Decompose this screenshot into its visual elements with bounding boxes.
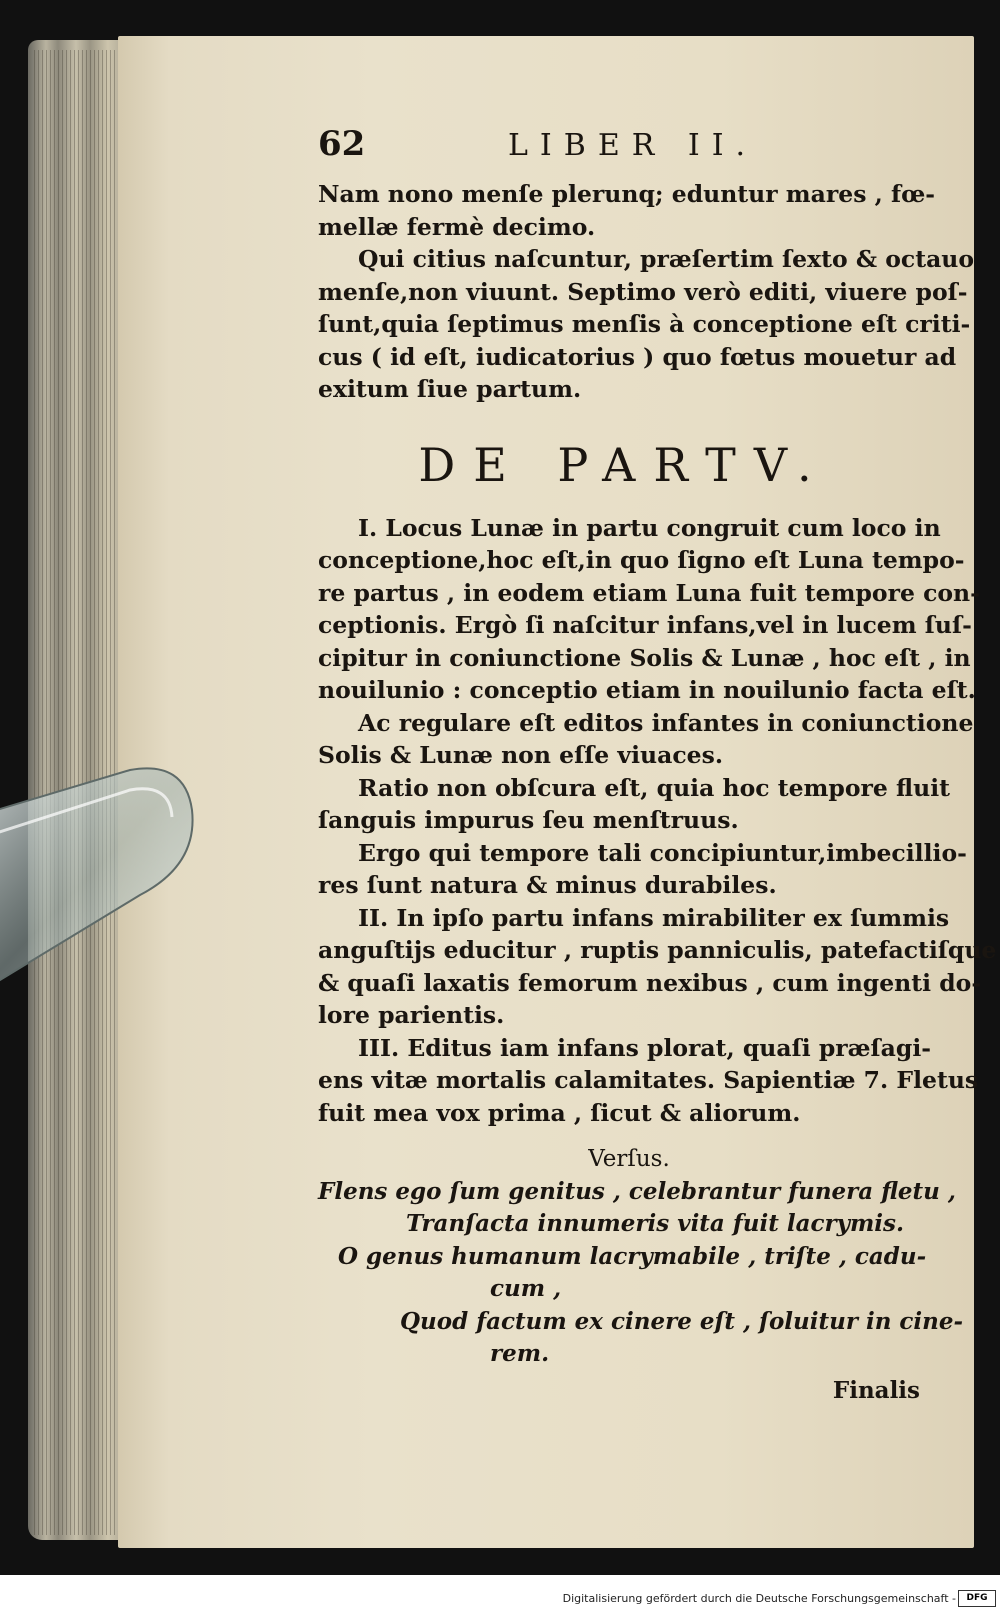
verse-heading: Verſus.	[588, 1146, 670, 1172]
text-line: mellæ fermè decimo.	[318, 212, 596, 241]
text-line: menſe,non viuunt. Septimo verò editi, viuere poſ-	[318, 277, 968, 306]
text-line: lore parientis.	[318, 1001, 505, 1029]
verse-line: Quod factum ex cinere eſt , ſoluitur in cine-	[400, 1307, 964, 1335]
text-line: ens vitæ mortalis calamitates. Sapientiæ 7. Fletus	[318, 1066, 979, 1094]
verse-line: Flens ego ſum genitus , celebrantur funera fletu ,	[318, 1177, 956, 1205]
text-line: ſanguis impurus ſeu menſtruus.	[318, 806, 739, 834]
footer-bar	[0, 1575, 1000, 1610]
section-title: DE PARTV.	[418, 437, 830, 492]
text-line: exitum ſiue partum.	[318, 375, 582, 403]
text-line: conceptione,hoc eſt,in quo ſigno eſt Luna tempo-	[318, 546, 965, 574]
text-line: Ratio non obſcura eſt, quia hoc tempore fluit	[358, 773, 950, 802]
dfg-logo: DFG	[958, 1590, 996, 1607]
text-line: II. In ipſo partu infans mirabiliter ex ſummis	[358, 903, 950, 932]
text-line: & quaſi laxatis femorum nexibus , cum ingenti do-	[318, 968, 982, 997]
text-line: anguſtijs educitur , ruptis panniculis, patefactiſque	[318, 936, 997, 964]
verse-line: rem.	[490, 1340, 550, 1367]
text-line: ſunt,quia ſeptimus menſis à conceptione eſt criti-	[318, 310, 971, 338]
text-line: I. Locus Lunæ in partu congruit cum loco in	[358, 513, 941, 542]
text-line: cus ( id eſt, iudicatorius ) quo fœtus mouetur ad	[318, 342, 957, 371]
text-line: res ſunt natura & minus durabiles.	[318, 871, 777, 899]
text-line: Ac regulare eſt editos infantes in coniunctione	[358, 708, 974, 737]
running-title: LIBER II.	[508, 128, 758, 163]
page-header	[318, 118, 920, 178]
glass-page-clip	[0, 765, 210, 995]
text-line: ceptionis. Ergò ſi naſcitur infans,vel in lucem ſuſ-	[318, 611, 972, 639]
catchword: Finalis	[832, 1376, 920, 1404]
page-text-block	[318, 118, 997, 1404]
text-line: re partus , in eodem etiam Luna fuit tempore con-	[318, 578, 980, 607]
text-line: fuit mea vox prima , ſicut & aliorum.	[318, 1098, 801, 1127]
footer-credit: Digitalisierung gefördert durch die Deutsche Forschungsgemeinschaft -	[562, 1592, 956, 1605]
text-line: cipitur in coniunctione Solis & Lunæ , hoc eſt , in	[318, 643, 971, 672]
page-number: 62	[318, 124, 366, 164]
text-line: nouilunio : conceptio etiam in nouilunio facta eſt.	[318, 676, 976, 704]
verse-line: cum ,	[490, 1275, 562, 1302]
verse-line: O genus humanum lacrymabile , triſte , cadu-	[338, 1242, 927, 1270]
verse-line: Tranſacta innumeris vita fuit lacrymis.	[406, 1210, 904, 1237]
text-line: Qui citius naſcuntur, præſertim ſexto & octauo	[358, 245, 975, 273]
text-line: Nam nono menſe plerunq; eduntur mares , fœ-	[318, 180, 936, 208]
text-line: III. Editus iam infans plorat, quaſi præſagi-	[358, 1033, 932, 1062]
text-line: Solis & Lunæ non eſſe viuaces.	[318, 741, 723, 769]
text-line: Ergo qui tempore tali concipiuntur,imbecillio-	[358, 838, 967, 867]
